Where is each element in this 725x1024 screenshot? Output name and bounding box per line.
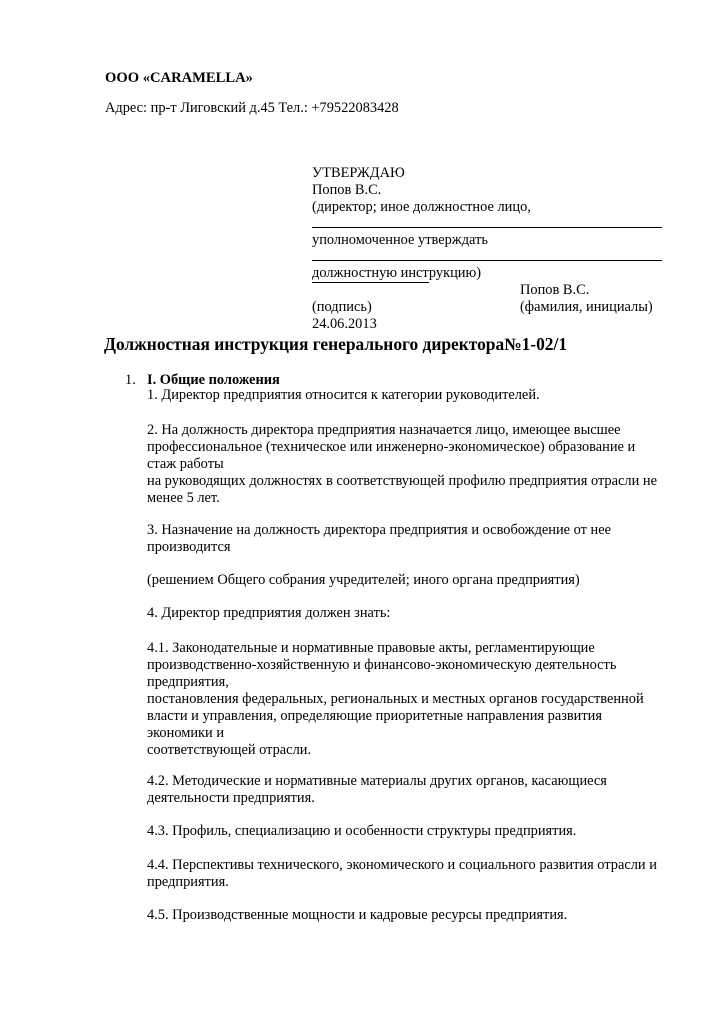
- company-name: ООО «CARAMELLA»: [105, 70, 253, 86]
- approver-role-line-1: (директор; иное должностное лицо,: [312, 199, 531, 215]
- paragraph-line: на руководящих должностях в соответствующей профилю предприятия отрасли не: [147, 473, 657, 489]
- paragraph: [147, 823, 677, 840]
- paragraph-line: стаж работы: [147, 456, 224, 472]
- paragraph-line: 2. На должность директора предприятия назначается лицо, имеющее высшее: [147, 422, 621, 438]
- paragraph: [147, 605, 677, 622]
- signature-line: [312, 282, 429, 283]
- paragraph-line: экономики и: [147, 725, 225, 741]
- paragraph-line: производится: [147, 539, 231, 555]
- paragraph-line: 4.4. Перспективы технического, экономического и социального развития отрасли и: [147, 857, 657, 873]
- paragraph: [147, 422, 677, 507]
- paragraph-line: 3. Назначение на должность директора предприятия и освобождение от нее: [147, 522, 612, 538]
- paragraph-line: предприятия,: [147, 674, 229, 690]
- paragraph: [147, 773, 677, 807]
- paragraph-line: 4. Директор предприятия должен знать:: [147, 605, 391, 621]
- paragraph-line: власти и управления, определяющие приоритетные направления развития: [147, 708, 602, 724]
- paragraph: [147, 907, 677, 924]
- name-label: (фамилия, инициалы): [520, 299, 653, 315]
- signer-labels-row: [312, 299, 664, 316]
- paragraph-line: 4.1. Законодательные и нормативные правовые акты, регламентирующие: [147, 640, 595, 656]
- approver-role-line-3: должностную инструкцию): [312, 265, 482, 281]
- paragraph-line: (решением Общего собрания учредителей; иного органа предприятия): [147, 572, 580, 588]
- blank-line-2: [312, 260, 662, 261]
- approver-name: Попов В.С.: [312, 182, 382, 198]
- paragraph-line: 4.2. Методические и нормативные материалы других органов, касающиеся: [147, 773, 607, 789]
- paragraph-line: деятельности предприятия.: [147, 790, 315, 806]
- paragraph: [147, 522, 677, 556]
- paragraph-line: производственно-хозяйственную и финансово-экономическую деятельность: [147, 657, 617, 673]
- paragraph-line: предприятия.: [147, 874, 229, 890]
- company-address: Адрес: пр-т Лиговский д.45 Тел.: +79522083428: [105, 100, 399, 116]
- section-number: 1.: [125, 372, 136, 388]
- paragraph-line: 4.3. Профиль, специализацию и особенности структуры предприятия.: [147, 823, 577, 839]
- approver-role-line-2: уполномоченное утверждать: [312, 232, 488, 248]
- document-title: Должностная инструкция генерального директора№1-02/1: [104, 334, 568, 354]
- approval-block: [312, 165, 664, 333]
- signer-row: [312, 282, 664, 299]
- paragraph: [147, 640, 677, 759]
- paragraph-line: постановления федеральных, региональных и местных органов государственной: [147, 691, 644, 707]
- paragraph-line: 4.5. Производственные мощности и кадровые ресурсы предприятия.: [147, 907, 568, 923]
- approval-title: УТВЕРЖДАЮ: [312, 165, 405, 181]
- blank-line-1: [312, 227, 662, 228]
- signer-name: Попов В.С.: [520, 282, 590, 298]
- signature-label: (подпись): [312, 299, 372, 315]
- section-heading: I. Общие положения: [147, 372, 280, 388]
- paragraph-line: соответствующей отрасли.: [147, 742, 312, 758]
- paragraph: [147, 387, 677, 404]
- paragraph-line: профессиональное (техническое или инженерно-экономическое) образование и: [147, 439, 636, 455]
- paragraph-line: 1. Директор предприятия относится к категории руководителей.: [147, 387, 540, 403]
- approval-date: 24.06.2013: [312, 316, 377, 332]
- paragraph-line: менее 5 лет.: [147, 490, 220, 506]
- paragraph: [147, 572, 677, 589]
- paragraph: [147, 857, 677, 891]
